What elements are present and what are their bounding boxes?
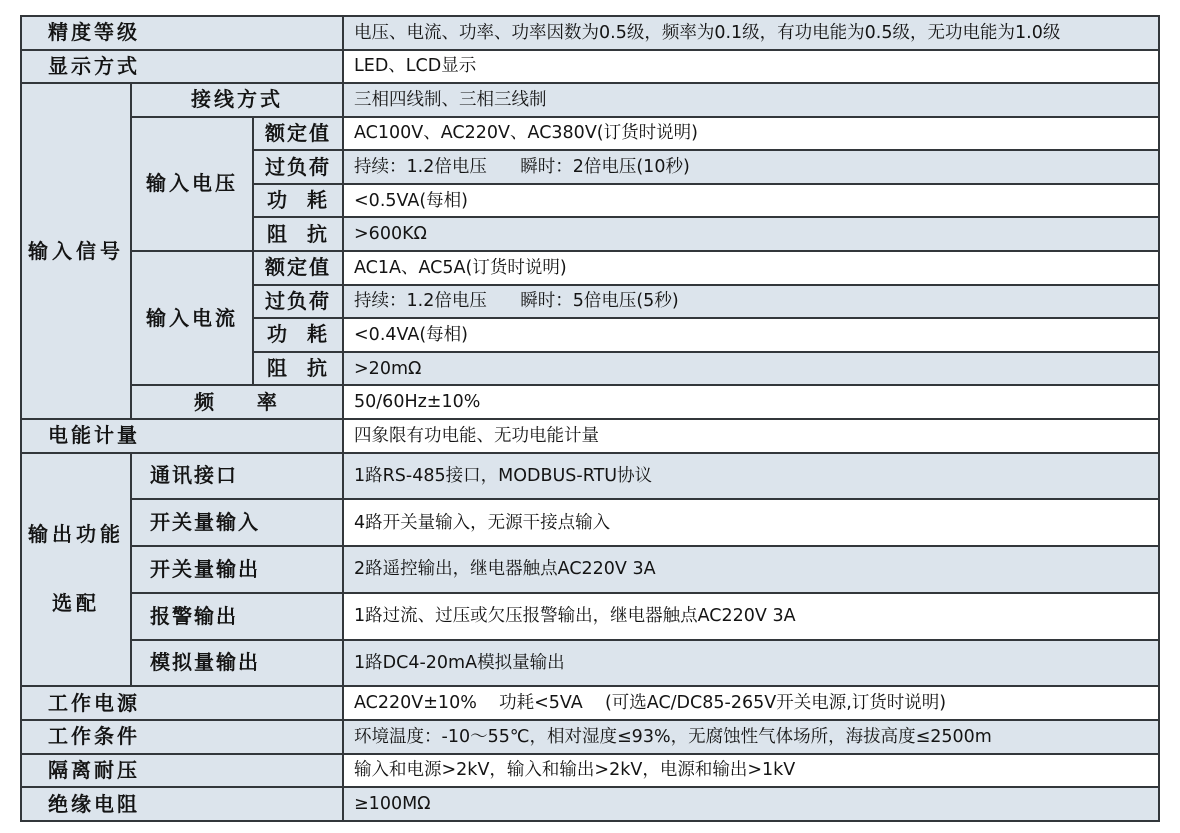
row-frequency — [21, 385, 1159, 419]
row-power-supply — [21, 686, 1159, 720]
alarm-output-label: 报警输出 — [131, 593, 343, 640]
digital-output-value: 2路遥控输出，继电器触点AC220V 3A — [343, 546, 1159, 593]
spec-table — [20, 15, 1160, 822]
digital-input-value: 4路开关量输入，无源干接点输入 — [343, 499, 1159, 546]
current-overload-label: 过负荷 — [253, 285, 343, 319]
spec-table-container — [20, 15, 1160, 822]
current-impedance-label: 阻 抗 — [253, 352, 343, 386]
row-display-mode — [21, 50, 1159, 84]
output-options-label-line2: 选配 — [52, 591, 100, 616]
display-mode-value: LED、LCD显示 — [343, 50, 1159, 84]
current-rated-label: 额定值 — [253, 251, 343, 285]
insulation-resistance-label: 绝缘电阻 — [21, 787, 343, 821]
current-power-value: <0.4VA(每相) — [343, 318, 1159, 352]
input-signal-group-label: 输入信号 — [21, 83, 131, 419]
working-conditions-value: 环境温度：-10～55℃，相对湿度≤93%，无腐蚀性气体场所，海拔高度≤2500m — [343, 720, 1159, 754]
current-rated-value: AC1A、AC5A(订货时说明) — [343, 251, 1159, 285]
row-digital-input — [21, 499, 1159, 546]
voltage-impedance-label: 阻 抗 — [253, 217, 343, 251]
wiring-mode-label: 接线方式 — [131, 83, 343, 117]
frequency-label: 频 率 — [131, 385, 343, 419]
alarm-output-value: 1路过流、过压或欠压报警输出，继电器触点AC220V 3A — [343, 593, 1159, 640]
insulation-resistance-value: ≥100MΩ — [343, 787, 1159, 821]
energy-metering-label: 电能计量 — [21, 419, 343, 453]
row-isolation-voltage — [21, 754, 1159, 788]
display-mode-label: 显示方式 — [21, 50, 343, 84]
voltage-impedance-value: >600KΩ — [343, 217, 1159, 251]
row-comm-interface — [21, 453, 1159, 500]
comm-interface-value: 1路RS-485接口，MODBUS-RTU协议 — [343, 453, 1159, 500]
row-analog-output — [21, 640, 1159, 687]
power-supply-label: 工作电源 — [21, 686, 343, 720]
comm-interface-label: 通讯接口 — [131, 453, 343, 500]
isolation-voltage-label: 隔离耐压 — [21, 754, 343, 788]
output-options-group-label — [21, 453, 131, 687]
row-voltage-rated — [21, 117, 1159, 151]
accuracy-value: 电压、电流、功率、功率因数为0.5级，频率为0.1级，有功电能为0.5级，无功电能为1.0级 — [343, 16, 1159, 50]
digital-output-label: 开关量输出 — [131, 546, 343, 593]
row-wiring-mode — [21, 83, 1159, 117]
accuracy-label: 精度等级 — [21, 16, 343, 50]
input-voltage-group-label: 输入电压 — [131, 117, 253, 251]
voltage-power-value: <0.5VA(每相) — [343, 184, 1159, 218]
row-working-conditions — [21, 720, 1159, 754]
output-options-label-line1: 输出功能 — [28, 522, 124, 547]
row-current-rated — [21, 251, 1159, 285]
analog-output-value: 1路DC4-20mA模拟量输出 — [343, 640, 1159, 687]
row-alarm-output — [21, 593, 1159, 640]
working-conditions-label: 工作条件 — [21, 720, 343, 754]
frequency-value: 50/60Hz±10% — [343, 385, 1159, 419]
voltage-rated-label: 额定值 — [253, 117, 343, 151]
row-energy-metering — [21, 419, 1159, 453]
isolation-voltage-value: 输入和电源>2kV，输入和输出>2kV，电源和输出>1kV — [343, 754, 1159, 788]
voltage-overload-label: 过负荷 — [253, 150, 343, 184]
voltage-power-label: 功 耗 — [253, 184, 343, 218]
power-supply-value: AC220V±10% 功耗<5VA (可选AC/DC85-265V开关电源,订货时说明) — [343, 686, 1159, 720]
voltage-rated-value: AC100V、AC220V、AC380V(订货时说明) — [343, 117, 1159, 151]
current-impedance-value: >20mΩ — [343, 352, 1159, 386]
wiring-mode-value: 三相四线制、三相三线制 — [343, 83, 1159, 117]
analog-output-label: 模拟量输出 — [131, 640, 343, 687]
current-overload-value: 持续：1.2倍电压 瞬时：5倍电压(5秒) — [343, 285, 1159, 319]
row-accuracy — [21, 16, 1159, 50]
digital-input-label: 开关量输入 — [131, 499, 343, 546]
energy-metering-value: 四象限有功电能、无功电能计量 — [343, 419, 1159, 453]
row-insulation-resistance — [21, 787, 1159, 821]
current-power-label: 功 耗 — [253, 318, 343, 352]
input-current-group-label: 输入电流 — [131, 251, 253, 385]
row-digital-output — [21, 546, 1159, 593]
voltage-overload-value: 持续：1.2倍电压 瞬时：2倍电压(10秒) — [343, 150, 1159, 184]
